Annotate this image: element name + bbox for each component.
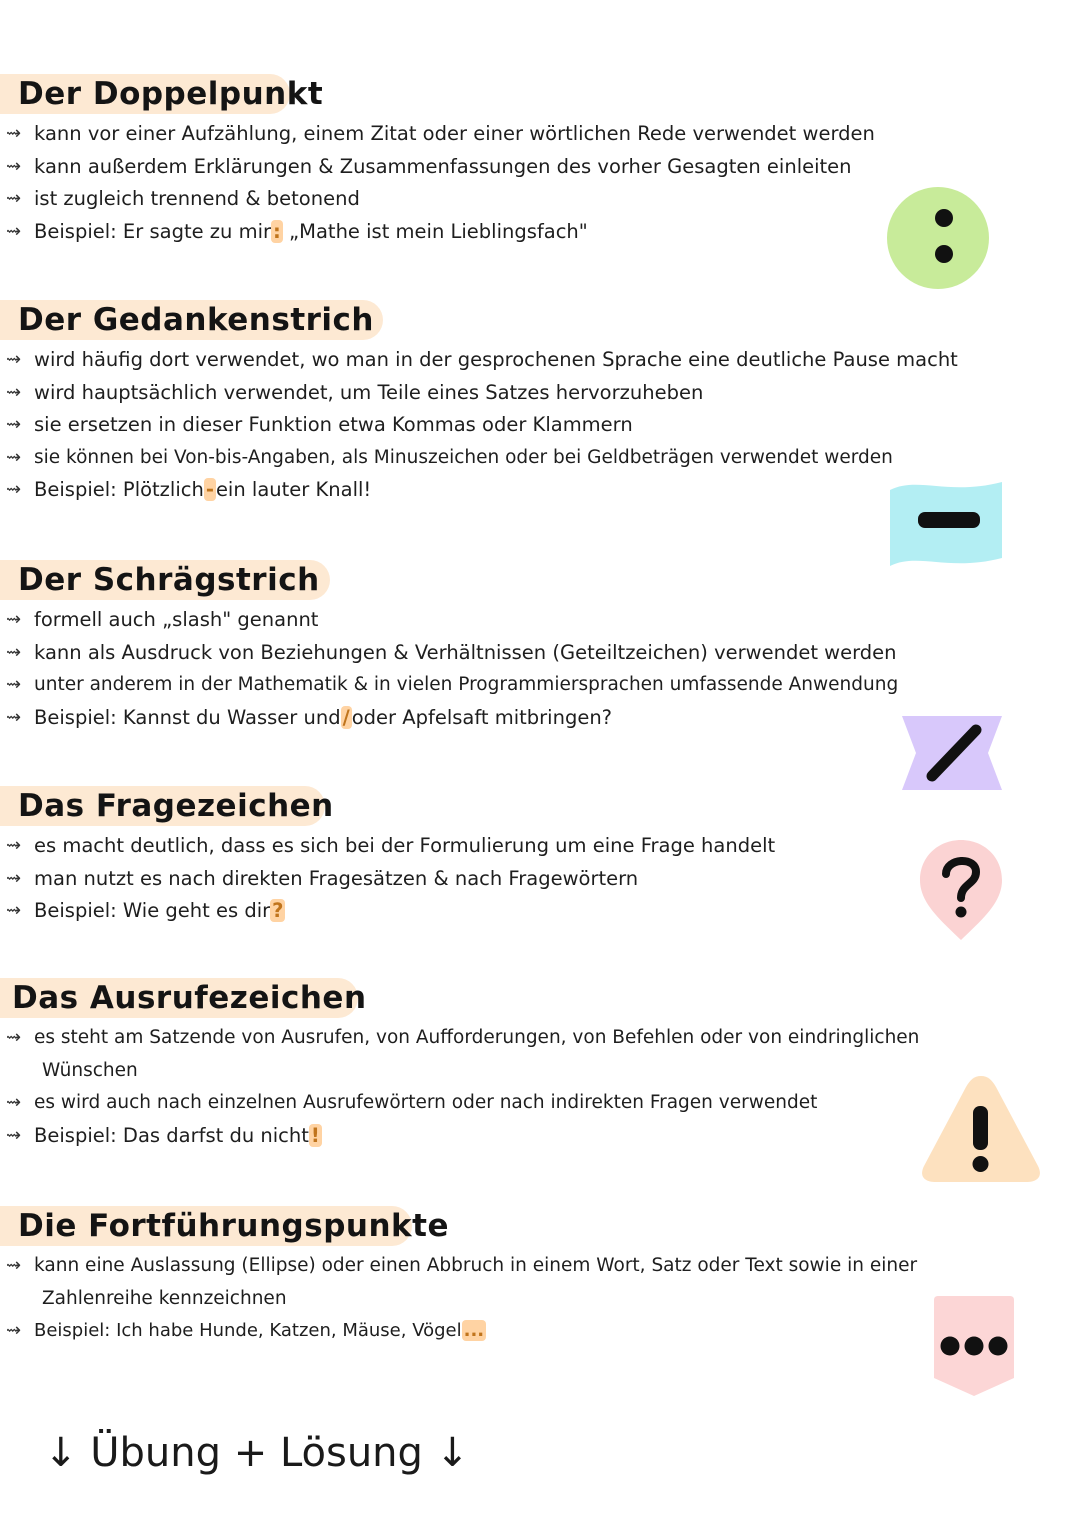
arrow-icon: ⇝: [6, 155, 22, 177]
arrow-icon: ⇝: [6, 479, 22, 500]
section-schraegstrich: [0, 556, 1080, 734]
arrow-icon: ⇝: [6, 641, 22, 663]
item-text: wird häufig dort verwendet, wo man in der gesprochenen Sprache eine deutliche Pause macht: [34, 348, 958, 371]
list-item: [0, 344, 1080, 377]
item-text: es steht am Satzende von Ausrufen, von Aufforderungen, von Befehlen oder von eindringlichen: [34, 1027, 920, 1048]
ellipsis-icon: [932, 1294, 1016, 1398]
section-title: Die Fortführungspunkte: [18, 1208, 449, 1244]
list-item: [0, 669, 1080, 702]
colon-icon: [886, 186, 990, 290]
exclamation-mark-icon: [918, 1072, 1044, 1184]
highlighted-mark: /: [342, 705, 350, 729]
example-text: Beispiel: Wie geht es dir: [34, 899, 271, 922]
list-item: [0, 442, 1080, 475]
item-text: sie ersetzen in dieser Funktion etwa Kommas oder Klammern: [34, 413, 633, 436]
example-text-end: oder Apfelsaft mitbringen?: [351, 705, 613, 729]
question-mark-icon: [918, 838, 1004, 942]
example-text: Beispiel: Das darfst du nicht: [34, 1123, 309, 1147]
list-item: [0, 604, 1080, 637]
section-fortfuehrungspunkte: [0, 1202, 1080, 1348]
arrow-icon: ⇝: [6, 188, 22, 209]
arrow-icon: ⇝: [6, 1124, 22, 1146]
item-text: wird hauptsächlich verwendet, um Teile eines Satzes hervorzuheben: [34, 380, 704, 404]
list-item-example: [0, 1315, 1080, 1348]
bullet-list: [0, 1250, 1080, 1348]
arrow-icon: ⇝: [6, 220, 22, 242]
item-text: es macht deutlich, dass es sich bei der Formulierung um eine Frage handelt: [34, 834, 776, 857]
list-item: [0, 409, 1080, 442]
highlighted-mark: ?: [272, 899, 284, 922]
arrow-icon: ⇝: [6, 867, 22, 889]
list-item: [0, 1250, 1080, 1315]
arrow-icon: ⇝: [6, 835, 22, 856]
highlighted-mark: -: [205, 478, 214, 501]
section-title: Das Fragezeichen: [18, 788, 334, 824]
arrow-icon: ⇝: [6, 1255, 22, 1276]
list-item: [0, 151, 1080, 184]
item-text-continued: Wünschen: [42, 1059, 138, 1081]
example-text-end: ein lauter Knall!: [215, 478, 372, 501]
arrow-icon: ⇝: [6, 1320, 22, 1341]
section-title-wrap: [0, 1202, 1080, 1250]
section-title: Der Gedankenstrich: [18, 302, 374, 338]
arrow-icon: ⇝: [6, 1027, 22, 1048]
section-gedankenstrich: [0, 296, 1080, 507]
item-text: kann außerdem Erklärungen & Zusammenfassungen des vorher Gesagten einleiten: [34, 154, 852, 178]
item-text: formell auch „slash" genannt: [34, 608, 319, 631]
item-text: kann als Ausdruck von Beziehungen & Verhältnissen (Geteiltzeichen) verwendet werden: [34, 640, 897, 664]
section-title: Der Schrägstrich: [18, 562, 320, 598]
example-text: Beispiel: Ich habe Hunde, Katzen, Mäuse, Vögel: [34, 1320, 462, 1341]
arrow-icon: ⇝: [6, 381, 22, 403]
section-title: Das Ausrufezeichen: [12, 980, 367, 1016]
highlighted-mark: ...: [463, 1320, 485, 1341]
arrow-icon: ⇝: [6, 446, 22, 468]
arrow-icon: ⇝: [6, 1092, 22, 1113]
arrow-icon: ⇝: [6, 414, 22, 435]
item-text: man nutzt es nach direkten Fragesätzen & nach Fragewörtern: [34, 866, 639, 890]
arrow-icon: ⇝: [6, 674, 22, 695]
highlighted-mark: !: [310, 1123, 320, 1147]
section-title: Der Doppelpunkt: [18, 76, 324, 112]
arrow-icon: ⇝: [6, 123, 22, 144]
item-text: ist zugleich trennend & betonend: [34, 187, 360, 210]
list-item: [0, 637, 1080, 670]
slash-icon: [902, 716, 1002, 790]
bullet-list: [0, 604, 1080, 734]
item-text: kann eine Auslassung (Ellipse) oder einen Abbruch in einem Wort, Satz oder Text sowie in einer: [34, 1255, 918, 1276]
example-text-end: „Mathe ist mein Lieblingsfach": [282, 219, 588, 243]
exercise-footer: ↓ Übung + Lösung ↓: [44, 1430, 470, 1476]
section-title-wrap: [0, 974, 1080, 1022]
example-text: Beispiel: Kannst du Wasser und: [34, 705, 341, 729]
arrow-icon: ⇝: [6, 706, 22, 728]
section-title-wrap: [0, 782, 1080, 830]
arrow-icon: ⇝: [6, 900, 22, 921]
example-text: Beispiel: Plötzlich: [34, 478, 204, 501]
item-text: es wird auch nach einzelnen Ausrufewörtern oder nach indirekten Fragen verwendet: [34, 1092, 818, 1113]
highlighted-mark: :: [273, 219, 281, 243]
item-text-continued: Zahlenreihe kennzeichnen: [42, 1287, 287, 1309]
arrow-icon: ⇝: [6, 609, 22, 630]
example-text: Beispiel: Er sagte zu mir: [34, 219, 272, 243]
list-item: [0, 118, 1080, 151]
item-text: sie können bei Von-bis-Angaben, als Minuszeichen oder bei Geldbeträgen verwendet werden: [34, 446, 893, 468]
section-title-wrap: [0, 296, 1080, 344]
section-title-wrap: [0, 70, 1080, 118]
item-text: unter anderem in der Mathematik & in vielen Programmiersprachen umfassende Anwendung: [34, 674, 899, 695]
item-text: kann vor einer Aufzählung, einem Zitat oder einer wörtlichen Rede verwendet werden: [34, 122, 875, 145]
section-title-wrap: [0, 556, 1080, 604]
arrow-icon: ⇝: [6, 349, 22, 370]
list-item: [0, 377, 1080, 410]
